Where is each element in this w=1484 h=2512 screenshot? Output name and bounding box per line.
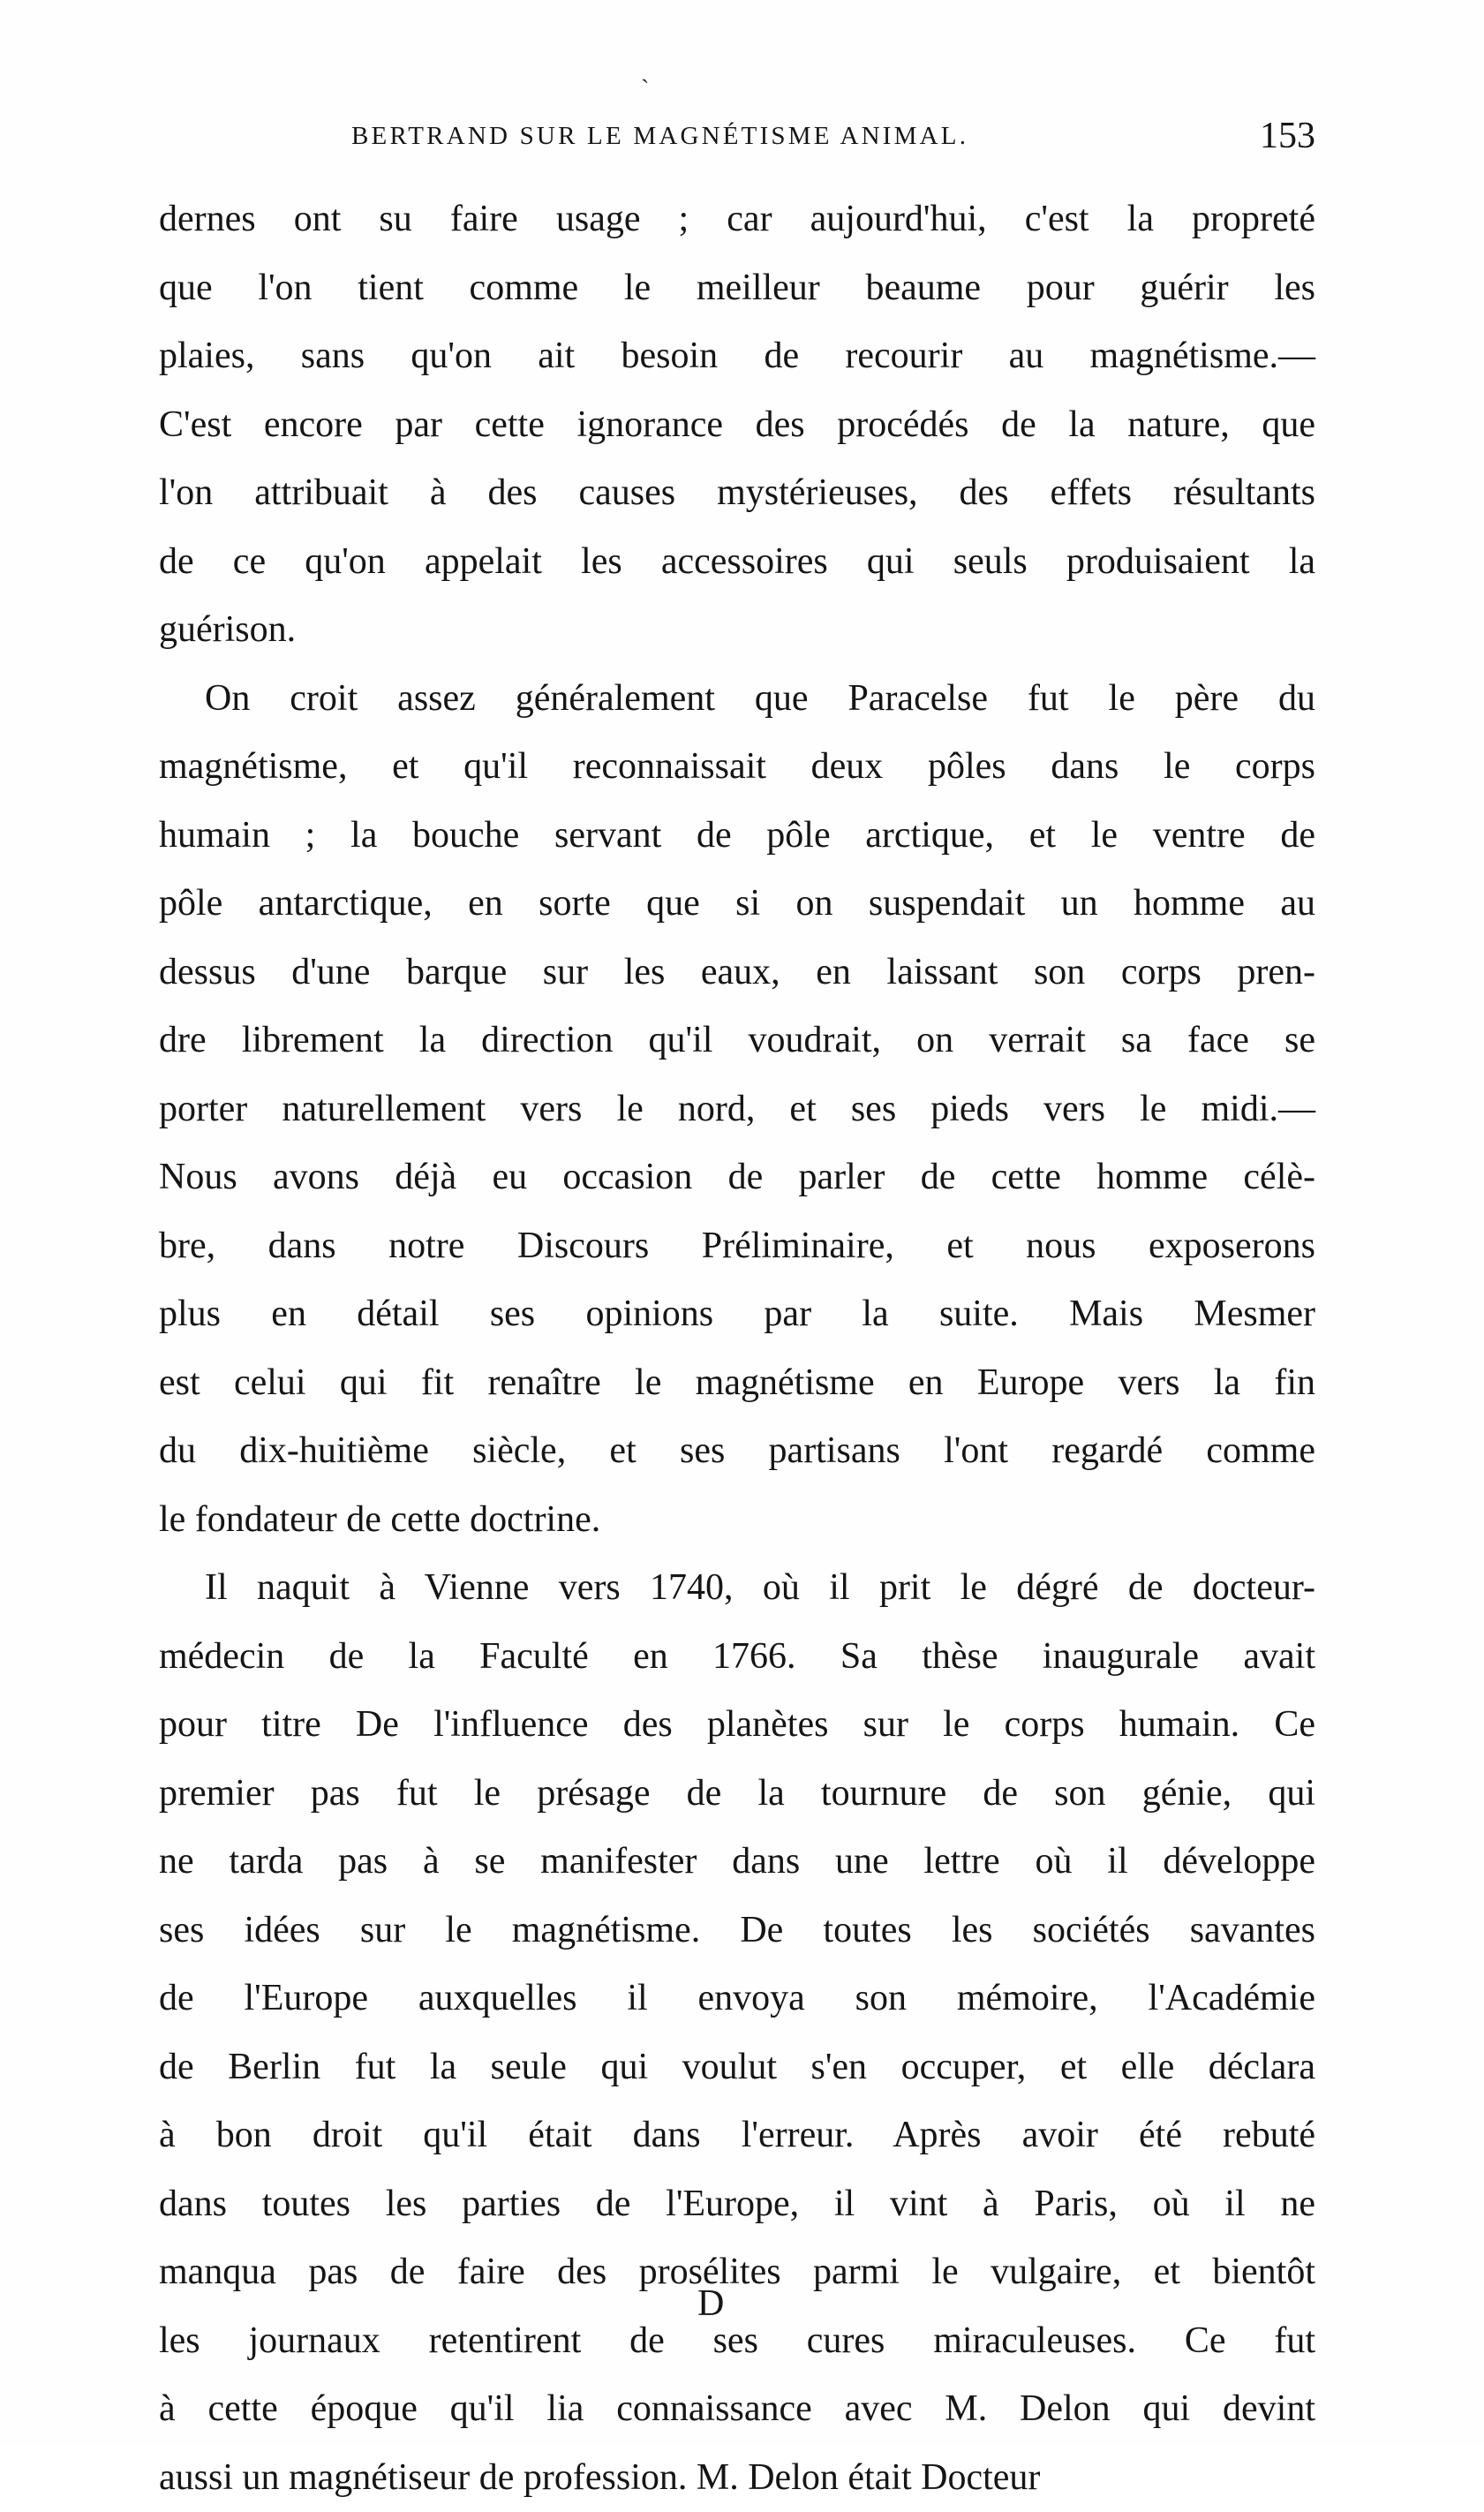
signature-mark: D xyxy=(697,2282,724,2325)
text-line: magnétisme, et qu'il reconnaissait deux pôles dans le corps xyxy=(159,733,1315,802)
text-line: dernes ont su faire usage ; car aujourd'hui, c'est la propreté xyxy=(159,185,1315,254)
text-line: Il naquit à Vienne vers 1740, où il prit le dégré de docteur- xyxy=(159,1554,1315,1623)
printer-mark: ˎ xyxy=(641,57,649,85)
text-line: plaies, sans qu'on ait besoin de recourir au magnétisme.— xyxy=(159,322,1315,391)
text-line: de Berlin fut la seule qui voulut s'en occuper, et elle déclara xyxy=(159,2033,1315,2102)
text-line: dans toutes les parties de l'Europe, il vint à Paris, où il ne xyxy=(159,2170,1315,2239)
text-line: aussi un magnétiseur de profession. M. Delon était Docteur xyxy=(159,2444,1315,2512)
text-line: est celui qui fit renaître le magnétisme en Europe vers la fin xyxy=(159,1349,1315,1418)
text-line: ses idées sur le magnétisme. De toutes les sociétés savantes xyxy=(159,1897,1315,1965)
text-line: guérison. xyxy=(159,596,1315,665)
text-line: l'on attribuait à des causes mystérieuses, des effets résultants xyxy=(159,459,1315,528)
text-line: que l'on tient comme le meilleur beaume pour guérir les xyxy=(159,254,1315,323)
text-line: ne tarda pas à se manifester dans une lettre où il développe xyxy=(159,1828,1315,1897)
text-line: On croit assez généralement que Paracelse fut le père du xyxy=(159,665,1315,734)
text-line: dre librement la direction qu'il voudrait, on verrait sa face se xyxy=(159,1007,1315,1075)
text-line: de ce qu'on appelait les accessoires qui seuls produisaient la xyxy=(159,528,1315,597)
text-line: les journaux retentirent de ses cures miraculeuses. Ce fut xyxy=(159,2307,1315,2376)
page-header xyxy=(159,115,1315,168)
text-line: premier pas fut le présage de la tournure de son génie, qui xyxy=(159,1760,1315,1829)
text-line: porter naturellement vers le nord, et ses pieds vers le midi.— xyxy=(159,1075,1315,1144)
running-head: BERTRAND SUR LE MAGNÉTISME ANIMAL. xyxy=(351,122,968,151)
text-line: plus en détail ses opinions par la suite. Mais Mesmer xyxy=(159,1280,1315,1349)
text-line: à cette époque qu'il lia connaissance avec M. Delon qui devint xyxy=(159,2375,1315,2444)
text-line: du dix-huitième siècle, et ses partisans l'ont regardé comme xyxy=(159,1417,1315,1486)
text-line: C'est encore par cette ignorance des procédés de la nature, que xyxy=(159,391,1315,460)
text-line: Nous avons déjà eu occasion de parler de cette homme célè- xyxy=(159,1143,1315,1212)
text-line: le fondateur de cette doctrine. xyxy=(159,1486,1315,1555)
text-line: de l'Europe auxquelles il envoya son mémoire, l'Académie xyxy=(159,1965,1315,2033)
text-line: médecin de la Faculté en 1766. Sa thèse inaugurale avait xyxy=(159,1623,1315,1692)
text-line: dessus d'une barque sur les eaux, en laissant son corps pren- xyxy=(159,939,1315,1007)
text-line: humain ; la bouche servant de pôle arctique, et le ventre de xyxy=(159,802,1315,871)
text-line: bre, dans notre Discours Préliminaire, et nous exposerons xyxy=(159,1212,1315,1281)
text-line: pôle antarctique, en sorte que si on suspendait un homme au xyxy=(159,870,1315,939)
body-text xyxy=(159,185,1315,2512)
text-line: pour titre De l'influence des planètes sur le corps humain. Ce xyxy=(159,1691,1315,1760)
text-line: manqua pas de faire des prosélites parmi le vulgaire, et bientôt xyxy=(159,2238,1315,2307)
text-line: à bon droit qu'il était dans l'erreur. Après avoir été rebuté xyxy=(159,2101,1315,2170)
page-number: 153 xyxy=(1260,115,1315,157)
